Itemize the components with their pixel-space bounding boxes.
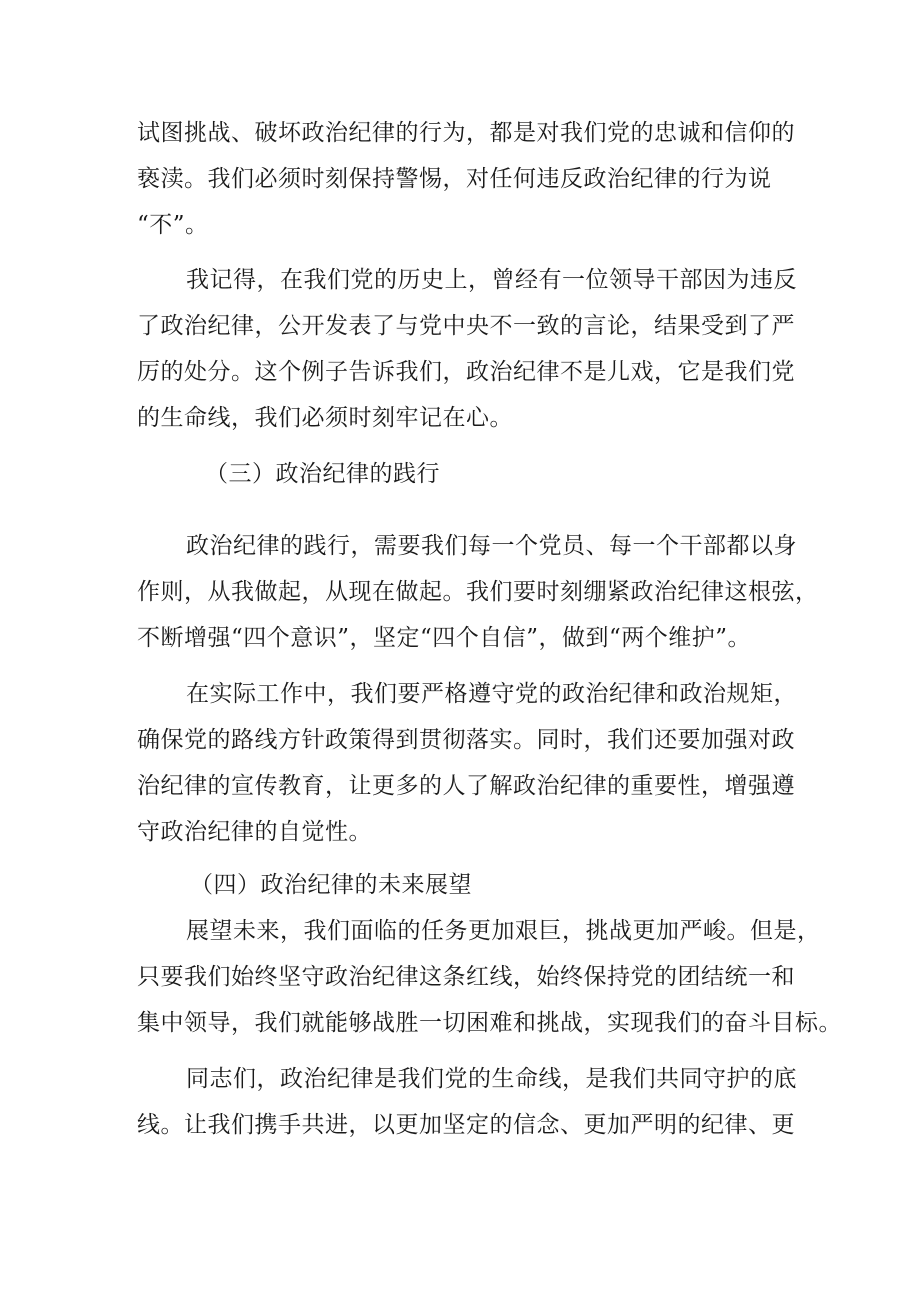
body-text-line: 只要我们始终坚守政治纪律这条红线，始终保持党的团结统一和 [137, 964, 795, 990]
body-text-line: 的生命线，我们必须时刻牢记在心。 [137, 405, 513, 431]
section-heading: （三）政治纪律的践行 [205, 461, 440, 487]
body-text-line: “不”。 [137, 212, 209, 238]
body-text-line: 守政治纪律的自觉性。 [137, 819, 372, 845]
body-text-line: 作则，从我做起，从现在做起。我们要时刻绷紧政治纪律这根弦， [137, 579, 819, 605]
body-text-line: 厉的处分。这个例子告诉我们，政治纪律不是儿戏，它是我们党 [137, 359, 795, 385]
body-text-line: 不断增强“四个意识”，坚定“四个自信”，做到“两个维护”。 [137, 625, 752, 651]
body-text-line: 在实际工作中，我们要严格遵守党的政治纪律和政治规矩， [186, 681, 797, 707]
body-text-line: 线。让我们携手共进，以更加坚定的信念、更加严明的纪律、更 [137, 1112, 795, 1138]
body-text-line: 集中领导，我们就能够战胜一切困难和挑战，实现我们的奋斗目标。 [137, 1010, 842, 1036]
body-text-line: 治纪律的宣传教育，让更多的人了解政治纪律的重要性，增强遵 [137, 773, 795, 799]
section-heading: （四）政治纪律的未来展望 [190, 872, 472, 898]
body-text-line: 政治纪律的践行，需要我们每一个党员、每一个干部都以身 [186, 533, 797, 559]
body-text-line: 亵渎。我们必须时刻保持警惕，对任何违反政治纪律的行为说 [137, 166, 772, 192]
body-text-line: 展望未来，我们面临的任务更加艰巨，挑战更加严峻。但是， [186, 918, 821, 944]
body-text-line: 了政治纪律，公开发表了与党中央不一致的言论，结果受到了严 [137, 313, 795, 339]
body-text-line: 同志们，政治纪律是我们党的生命线，是我们共同守护的底 [186, 1066, 797, 1092]
body-text-line: 确保党的路线方针政策得到贯彻落实。同时，我们还要加强对政 [137, 727, 795, 753]
body-text-line: 我记得，在我们党的历史上，曾经有一位领导干部因为违反 [186, 267, 797, 293]
body-text-line: 试图挑战、破坏政治纪律的行为，都是对我们党的忠诚和信仰的 [137, 120, 795, 146]
